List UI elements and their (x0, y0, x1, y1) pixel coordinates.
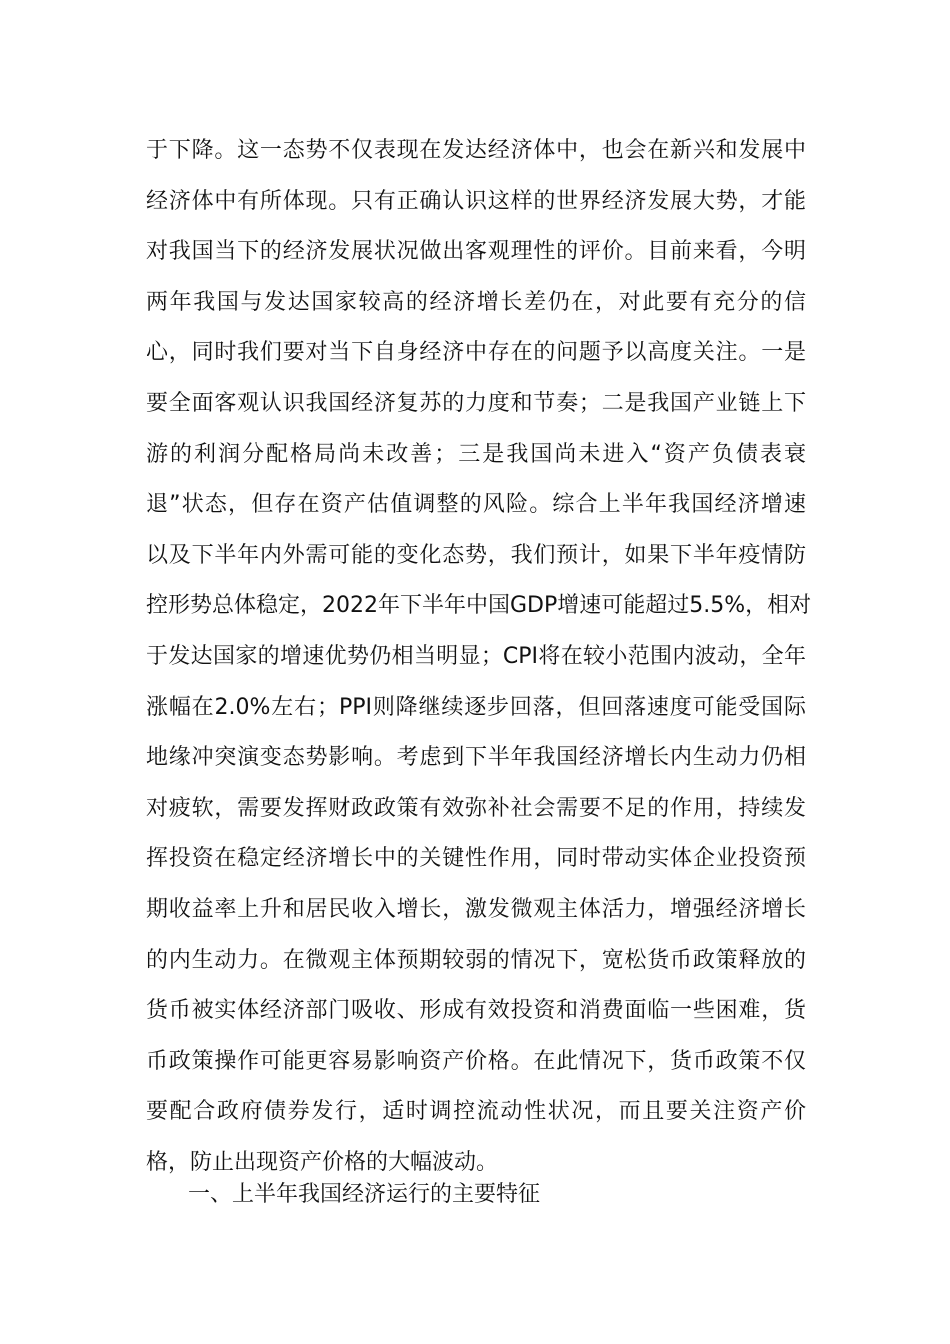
paragraph-line: 币政策操作可能更容易影响资产价格。在此情况下，货币政策不仅 (146, 1048, 806, 1074)
paragraph-line: 两年我国与发达国家较高的经济增长差仍在，对此要有充分的信 (146, 289, 806, 315)
section-heading: 一、上半年我国经济运行的主要特征 (188, 1182, 541, 1207)
paragraph-line: 期收益率上升和居民收入增长，激发微观主体活力，增强经济增长 (146, 896, 806, 922)
paragraph-line: 经济体中有所体现。只有正确认识这样的世界经济发展大势，才能 (146, 188, 806, 214)
paragraph-line: 要配合政府债券发行，适时调控流动性状况，而且要关注资产价 (146, 1099, 806, 1125)
paragraph-line: 于发达国家的增速优势仍相当明显；CPI将在较小范围内波动，全年 (146, 643, 806, 669)
paragraph-line: 对疲软，需要发挥财政政策有效弥补社会需要不足的作用，持续发 (146, 795, 806, 821)
paragraph-line: 的内生动力。在微观主体预期较弱的情况下，宽松货币政策释放的 (146, 947, 806, 973)
paragraph-line: 以及下半年内外需可能的变化态势，我们预计，如果下半年疫情防 (146, 542, 806, 568)
paragraph-line: 游的利润分配格局尚未改善；三是我国尚未进入“资产负债表衰 (146, 441, 806, 467)
body-paragraph (146, 126, 812, 1188)
paragraph-line: 控形势总体稳定，2022年下半年中国GDP增速可能超过5.5%，相对 (146, 593, 812, 619)
paragraph-line: 挥投资在稳定经济增长中的关键性作用，同时带动实体企业投资预 (146, 846, 806, 872)
paragraph-line: 对我国当下的经济发展状况做出客观理性的评价。目前来看，今明 (146, 239, 806, 265)
paragraph-line: 地缘冲突演变态势影响。考虑到下半年我国经济增长内生动力仍相 (146, 745, 806, 771)
paragraph-line: 涨幅在2.0%左右；PPI则降继续逐步回落，但回落速度可能受国际 (146, 694, 806, 720)
paragraph-line: 要全面客观认识我国经济复苏的力度和节奏；二是我国产业链上下 (146, 390, 806, 416)
paragraph-line: 心，同时我们要对当下自身经济中存在的问题予以高度关注。一是 (146, 340, 806, 366)
paragraph-line: 货币被实体经济部门吸收、形成有效投资和消费面临一些困难，货 (146, 998, 806, 1024)
paragraph-line: 于下降。这一态势不仅表现在发达经济体中，也会在新兴和发展中 (146, 138, 806, 163)
paragraph-line: 退”状态，但存在资产估值调整的风险。综合上半年我国经济增速 (146, 492, 806, 518)
paragraph-line: 格，防止出现资产价格的大幅波动。 (146, 1149, 499, 1175)
